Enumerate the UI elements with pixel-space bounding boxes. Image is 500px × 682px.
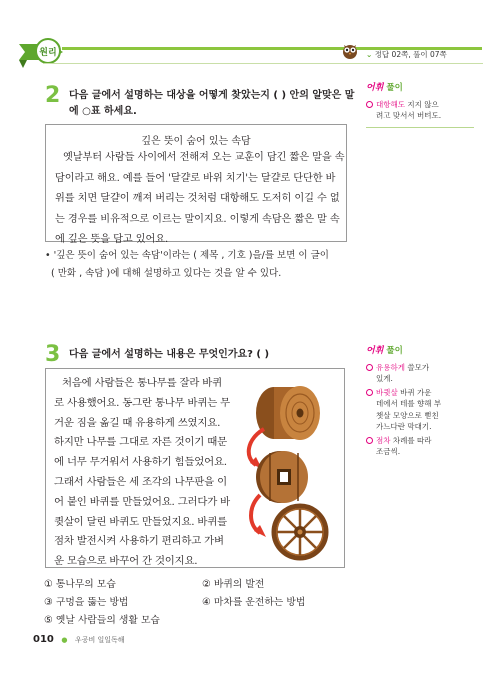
passage-3-box (45, 368, 345, 568)
vocab-header (366, 346, 481, 358)
vocab-header-word: 어휘 (366, 83, 384, 93)
passage-2-line: 담이라고 해요. 예를 들어 '달걀로 바위 치기'는 달걀로 단단한 바 (55, 172, 336, 184)
vocab-desc: 있게. (376, 374, 393, 383)
passage-2-line: 에 깊은 뜻을 담고 있어요. (55, 234, 169, 245)
answer-reference (366, 49, 447, 60)
vocab-term: 바큇살 (376, 387, 398, 397)
vocab-desc: 지지 않으 (407, 99, 439, 109)
passage-2-body (55, 148, 345, 251)
passage-3-line: 에 너무 무거워서 사용하기 힘들었어요. (54, 456, 227, 469)
page-number: 010 (33, 634, 54, 645)
passage-2-box (45, 124, 347, 245)
choice-4[interactable]: ④ 마차를 운전하는 방법 (202, 597, 306, 608)
section-tab (19, 34, 63, 72)
section-badge: 원리 (35, 38, 61, 64)
vocab-term: 대항해도 (376, 99, 405, 109)
vocab-desc: 바퀴 가운 (400, 387, 432, 397)
passage-3-line: 큇살이 달린 바퀴도 만들었지요. 바퀴를 (54, 515, 227, 528)
choice-1[interactable]: ① 통나무의 모습 (44, 579, 116, 590)
choice-5[interactable]: ⑤ 옛날 사람들의 생활 모습 (44, 615, 160, 626)
page-footer (33, 634, 125, 645)
passage-3-line: 운 모습으로 바꾸어 간 것이지요. (54, 555, 198, 568)
pin-icon (366, 364, 373, 371)
question-2-fill-in: • '깊은 뜻이 숨어 있는 속담'이라는 ( 제목 , 기호 )을/를 보면 이 글이 ( 만화 , 속담 )에 대해 설명하고 있다는 것을 알 수 있다. (45, 247, 355, 283)
vocab-desc: 려고 맞서서 버텨도. (376, 111, 442, 120)
fill-in-line-2: ( 만화 , 속담 )에 대해 설명하고 있다는 것을 알 수 있다. (51, 268, 282, 279)
vocab-header-label: 풀이 (386, 83, 403, 93)
sidebar-vocab-3 (366, 346, 481, 460)
passage-3-line: 점차 발전시켜 사용하기 편리하고 가벼 (54, 535, 224, 548)
passage-3-body (54, 374, 244, 572)
vocab-item (366, 99, 481, 122)
question-number-3: 3 (45, 342, 61, 367)
vocab-desc: 차례를 따라 (392, 435, 432, 445)
vocab-item (366, 435, 481, 458)
passage-2-line: 옛날부터 사람들 사이에서 전해져 오는 교훈이 담긴 짧은 말을 속 (63, 152, 345, 163)
passage-2-line: 위를 치면 달걀이 깨져 버리는 것처럼 대항해도 도저히 이길 수 없 (55, 193, 340, 204)
passage-3-line: 거운 짐을 옮길 때 유용하게 쓰였지요. (54, 416, 221, 429)
pin-icon (366, 437, 373, 444)
passage-2-line: 는 경우를 비유적으로 이르는 말이지요. 이렇게 속담은 짧은 말 속 (55, 213, 340, 225)
passage-3-line: 로 사용했어요. 동그란 통나무 바퀴는 무 (54, 396, 231, 409)
choice-3[interactable]: ③ 구멍을 뚫는 방법 (44, 597, 129, 608)
log-wheel-icon (256, 386, 320, 440)
owl-mascot-icon (340, 40, 360, 60)
pin-icon (366, 389, 373, 396)
vocab-header-label: 풀이 (386, 346, 403, 356)
vocab-desc: 쓸모가 (407, 362, 430, 372)
header-rule-thin (43, 63, 483, 64)
vocab-desc: 챗살 모양으로 뻗친 (376, 410, 439, 420)
vocab-desc: 가느다란 막대기. (376, 422, 432, 431)
fill-in-line-1: '깊은 뜻이 숨어 있는 속담'이라는 ( 제목 , 기호 )을/를 보면 이 글이 (53, 250, 329, 261)
vocab-header-word: 어휘 (366, 346, 384, 356)
question-number-2: 2 (45, 83, 61, 108)
vocab-desc: 데에서 테를 향해 부 (376, 399, 442, 408)
passage-2-title: 깊은 뜻이 숨어 있는 속담 (141, 136, 251, 147)
vocab-term: 유용하게 (376, 362, 405, 372)
vocab-term: 점차 (376, 435, 391, 445)
sidebar-vocab-2 (366, 83, 481, 128)
answer-reference-text: 정답 02쪽, 풀이 07쪽 (374, 50, 447, 59)
vocab-item (366, 387, 481, 433)
question-3-prompt: 다음 글에서 설명하는 내용은 무엇인가요? ( ) (69, 349, 270, 360)
passage-3-line: 하지만 나무를 그대로 자른 것이기 때문 (54, 436, 227, 449)
vocab-desc: 조금씩. (376, 447, 401, 456)
book-title: 우공비 일일독해 (74, 636, 125, 644)
spoked-wheel-icon (274, 506, 326, 558)
question-2-prompt (69, 88, 369, 120)
pin-icon (366, 101, 373, 108)
question-2-line-2: 에 ○표 하세요. (69, 106, 137, 117)
vocab-item (366, 362, 481, 385)
passage-3-line: 그래서 사람들은 세 조각의 나무판을 이 (54, 475, 227, 488)
plank-wheel-icon (256, 451, 308, 503)
sidebar-divider (366, 127, 474, 128)
wheel-evolution-illustration (242, 377, 342, 562)
vocab-header (366, 83, 481, 95)
footer-dot-icon: ● (61, 636, 68, 644)
chevron-down-icon: ⌄ (366, 50, 373, 59)
passage-3-line: 처음에 사람들은 통나무를 잘라 바퀴 (62, 377, 222, 389)
choice-2[interactable]: ② 바퀴의 발전 (202, 579, 265, 590)
question-2-line-1: 다음 글에서 설명하는 대상을 어떻게 찾았는지 ( ) 안의 알맞은 말 (69, 90, 355, 101)
passage-3-line: 어 붙인 바퀴를 만들었어요. 그러다가 바 (54, 495, 231, 508)
